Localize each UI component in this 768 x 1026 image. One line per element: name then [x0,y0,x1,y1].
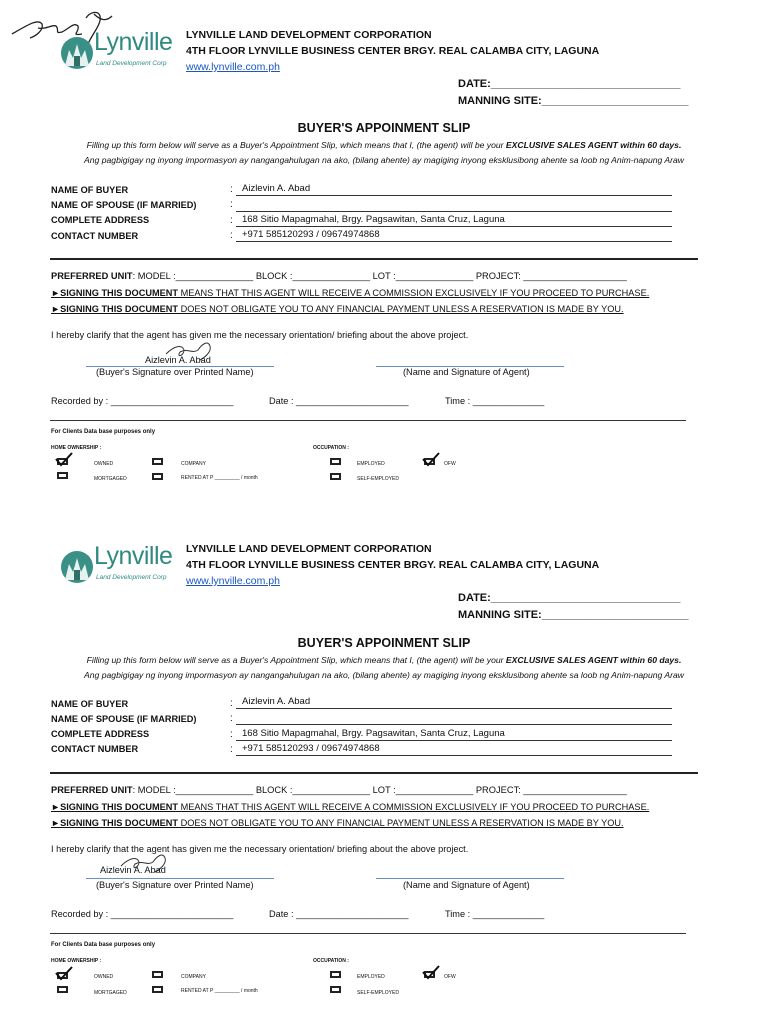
self-employed-option-label: SELF-EMPLOYED [357,476,399,482]
self-employed-option-label: SELF-EMPLOYED [357,990,399,996]
clarification-statement: I hereby clarify that the agent has given me the necessary orientation/ briefing about the above project. [51,844,469,854]
corp-address: 4TH FLOOR LYNVILLE BUSINESS CENTER BRGY. REAL CALAMBA CITY, LAGUNA [186,559,600,571]
owned-option-label: OWNED [94,974,114,980]
rented-checkbox[interactable] [152,473,163,480]
logo-wordmark: Lynville [94,542,173,570]
preferred-unit-row: PREFERRED UNIT: MODEL :_______________ BLOCK :_______________ LOT :_______________ PROJECT: ____________________ [51,271,627,281]
agent-signature-caption: (Name and Signature of Agent) [403,880,530,890]
mortgaged-checkbox[interactable] [57,986,68,993]
buyer-signature-caption: (Buyer's Signature over Printed Name) [96,880,254,890]
company-checkbox[interactable] [152,971,163,978]
employed-option-label: EMPLOYED [357,974,385,980]
corp-name: LYNVILLE LAND DEVELOPMENT CORPORATION [186,29,432,41]
manning-site-label: MANNING SITE:________________________ [458,95,689,107]
database-note: For Clients Data base purposes only [51,429,156,435]
company-logo [60,18,180,74]
appointment-slip-2: Lynville Land Development Corp LYNVILLE LAND DEVELOPMENT CORPORATION 4TH FLOOR LYNVILLE BUSINESS CENTER BRGY. REAL CALAMBA CITY, LAGUNA www.lynville.com.ph DATE:_______________________________ MANNING SITE:________________________ BUYER'S APPOINMENT SLIP Filling up this form below will serve as a Buyer's Appointment Slip, which means that I, (the agent) will be your EXCLUSIVE SALES AGENT within 60 days. Ang pagbigigay ng inyong impormasyon ay nangangahulugan na ako, (bilang ahente) ay magiging inyong eksklusibong ahente sa loob ng Anim-napung Araw NAME OF BUYER : Aizlevin A. Abad NAME OF SPOUSE (IF MARRIED) : COMPLETE ADDRESS : 168 Sitio Mapagmahal, Brgy. Pagsawitan, Santa Cruz, Laguna CONTACT NUMBER : +971 585120293 / 09674974868 PREFERRED UNIT: MODEL :_______________ BLOCK :_______________ LOT :_______________ PROJECT: ____________________ ►SIGNING THIS DOCUMENT MEANS THAT THIS AGENT WILL RECEIVE A COMMISSION EXCLUSIVELY IF YOU PROCEED TO PURCHASE. ►SIGNING THIS DOCUMENT DOES NOT OBLIGATE YOU TO ANY FINANCIAL PAYMENT UNLESS A RESERVATION IS MADE BY YOU. I hereby clarify that the agent has given me the necessary orientation/ briefing about the above project. Aizlevin A. Abad (Buyer's Signature over Printed Name) (Name and Signature of Agent) Recorded by : ________________________ Date : ______________________ Time : ______________ For Clients Data base purposes only HOME OWNERSHIP : OCCUPATION : OWNED MORTGAGED COMPANY RENTED AT P _________ / month EMPLOYED SELF-EMPLOYED OFW [0,514,768,1026]
home-ownership-label: HOME OWNERSHIP : [51,445,102,451]
intro-english: Filling up this form below will serve as a Buyer's Appointment Slip, which means that I, (the agent) will be your EXCLUSIVE SALES AGENT within 60 days. [86,655,682,665]
occupation-label: OCCUPATION : [313,958,349,964]
section-divider [50,258,698,260]
address-field[interactable]: 168 Sitio Mapagmahal, Brgy. Pagsawitan, Santa Cruz, Laguna [236,728,672,741]
intro-tagalog: Ang pagbigigay ng inyong impormasyon ay nangangahulugan na ako, (bilang ahente) ay magiging inyong eksklusibong ahente sa loob ng Anim-napung Araw [84,670,684,680]
check-mark-icon [54,452,74,468]
notice-commission: ►SIGNING THIS DOCUMENT MEANS THAT THIS AGENT WILL RECEIVE A COMMISSION EXCLUSIVELY IF YOU PROCEED TO PURCHASE. [51,802,650,812]
spouse-name-label: NAME OF SPOUSE (IF MARRIED) [51,714,197,724]
ofw-option-label: OFW [444,974,456,980]
occupation-label: OCCUPATION : [313,445,349,451]
check-mark-icon [54,966,74,982]
date-label: DATE:_______________________________ [458,78,681,90]
logo-subtitle: Land Development Corp [96,60,167,67]
appointment-slip-1: Lynville Land Development Corp LYNVILLE LAND DEVELOPMENT CORPORATION 4TH FLOOR LYNVILLE BUSINESS CENTER BRGY. REAL CALAMBA CITY, LAGUNA www.lynville.com.ph DATE:_______________________________ MANNING SITE:________________________ BUYER'S APPOINMENT SLIP Filling up this form below will serve as a Buyer's Appointment Slip, which means that I, (the agent) will be your EXCLUSIVE SALES AGENT within 60 days. Ang pagbigigay ng inyong impormasyon ay nangangahulugan na ako, (bilang ahente) ay magiging inyong eksklusibong ahente sa loob ng Anim-napung Araw NAME OF BUYER : Aizlevin A. Abad NAME OF SPOUSE (IF MARRIED) : COMPLETE ADDRESS : 168 Sitio Mapagmahal, Brgy. Pagsawitan, Santa Cruz, Laguna CONTACT NUMBER : +971 585120293 / 09674974868 PREFERRED UNIT: MODEL :_______________ BLOCK :_______________ LOT :_______________ PROJECT: ____________________ ►SIGNING THIS DOCUMENT MEANS THAT THIS AGENT WILL RECEIVE A COMMISSION EXCLUSIVELY IF YOU PROCEED TO PURCHASE. ►SIGNING THIS DOCUMENT DOES NOT OBLIGATE YOU TO ANY FINANCIAL PAYMENT UNLESS A RESERVATION IS MADE BY YOU. I hereby clarify that the agent has given me the necessary orientation/ briefing about the above project. Aizlevin A. Abad (Buyer's Signature over Printed Name) (Name and Signature of Agent) Recorded by : ________________________ Date : ______________________ Time : ______________ For Clients Data base purposes only HOME OWNERSHIP : OCCUPATION : OWNED MORTGAGED COMPANY RENTED AT P _________ / month EMPLOYED SELF-EMPLOYED OFW [0,0,768,512]
intro-tagalog: Ang pagbigigay ng inyong impormasyon ay nangangahulugan na ako, (bilang ahente) ay magiging inyong eksklusibong ahente sa loob ng Anim-napung Araw [84,155,684,165]
logo-wordmark: Lynville [94,28,173,56]
owned-option-label: OWNED [94,461,114,467]
buyer-printed-name: Aizlevin A. Abad [145,355,211,365]
company-logo [60,532,180,588]
time-field[interactable]: Time : ______________ [445,909,545,919]
buyer-signature-caption: (Buyer's Signature over Printed Name) [96,367,254,377]
mortgaged-checkbox[interactable] [57,472,68,479]
time-field[interactable]: Time : ______________ [445,396,545,406]
mortgaged-option-label: MORTGAGED [94,990,127,996]
rented-checkbox[interactable] [152,986,163,993]
recorded-by-field[interactable]: Recorded by : ________________________ [51,396,234,406]
buyer-printed-name: Aizlevin A. Abad [100,865,166,875]
company-option-label: COMPANY [181,461,206,467]
buyer-name-label: NAME OF BUYER [51,185,129,195]
intro-english: Filling up this form below will serve as a Buyer's Appointment Slip, which means that I, (the agent) will be your EXCLUSIVE SALES AGENT within 60 days. [86,140,682,150]
date-label: DATE:_______________________________ [458,592,681,604]
employed-checkbox[interactable] [330,971,341,978]
website-link[interactable]: www.lynville.com.ph [186,61,280,73]
check-mark-icon [421,452,441,468]
spouse-name-field[interactable] [236,199,672,212]
buyer-signature-line[interactable] [86,878,274,879]
preferred-unit-row: PREFERRED UNIT: MODEL :_______________ BLOCK :_______________ LOT :_______________ PROJECT: ____________________ [51,785,627,795]
thin-divider [50,933,686,934]
company-checkbox[interactable] [152,458,163,465]
address-label: COMPLETE ADDRESS [51,729,150,739]
thin-divider [50,420,686,421]
buyer-name-field[interactable]: Aizlevin A. Abad [236,183,672,196]
rented-option-label: RENTED AT P _________ / month [181,988,258,994]
spouse-name-label: NAME OF SPOUSE (IF MARRIED) [51,200,197,210]
corp-name: LYNVILLE LAND DEVELOPMENT CORPORATION [186,543,432,555]
manning-site-label: MANNING SITE:________________________ [458,609,689,621]
self-employed-checkbox[interactable] [330,986,341,993]
logo-emblem-icon [60,546,94,584]
section-divider [50,772,698,774]
database-note: For Clients Data base purposes only [51,942,156,948]
notice-no-obligation: ►SIGNING THIS DOCUMENT DOES NOT OBLIGATE YOU TO ANY FINANCIAL PAYMENT UNLESS A RESERVATION IS MADE BY YOU. [51,304,624,314]
form-title: BUYER'S APPOINMENT SLIP [297,121,471,135]
notice-no-obligation: ►SIGNING THIS DOCUMENT DOES NOT OBLIGATE YOU TO ANY FINANCIAL PAYMENT UNLESS A RESERVATION IS MADE BY YOU. [51,818,624,828]
self-employed-checkbox[interactable] [330,473,341,480]
home-ownership-label: HOME OWNERSHIP : [51,958,102,964]
date-field[interactable]: Date : ______________________ [269,396,409,406]
form-title: BUYER'S APPOINMENT SLIP [297,636,471,650]
contact-field[interactable]: +971 585120293 / 09674974868 [236,229,672,242]
logo-emblem-icon [60,32,94,70]
agent-signature-caption: (Name and Signature of Agent) [403,367,530,377]
company-option-label: COMPANY [181,974,206,980]
address-field[interactable]: 168 Sitio Mapagmahal, Brgy. Pagsawitan, Santa Cruz, Laguna [236,214,672,227]
website-link[interactable]: www.lynville.com.ph [186,575,280,587]
address-label: COMPLETE ADDRESS [51,215,150,225]
mortgaged-option-label: MORTGAGED [94,476,127,482]
recorded-by-field[interactable]: Recorded by : ________________________ [51,909,234,919]
agent-signature-line[interactable] [376,878,564,879]
buyer-name-label: NAME OF BUYER [51,699,129,709]
logo-subtitle: Land Development Corp [96,574,167,581]
date-field[interactable]: Date : ______________________ [269,909,409,919]
spouse-name-field[interactable] [236,712,672,725]
ofw-option-label: OFW [444,461,456,467]
check-mark-icon [421,965,441,981]
contact-label: CONTACT NUMBER [51,231,139,241]
contact-label: CONTACT NUMBER [51,744,139,754]
corp-address: 4TH FLOOR LYNVILLE BUSINESS CENTER BRGY. REAL CALAMBA CITY, LAGUNA [186,45,600,57]
employed-checkbox[interactable] [330,458,341,465]
rented-option-label: RENTED AT P _________ / month [181,475,258,481]
clarification-statement: I hereby clarify that the agent has given me the necessary orientation/ briefing about the above project. [51,330,469,340]
notice-commission: ►SIGNING THIS DOCUMENT MEANS THAT THIS AGENT WILL RECEIVE A COMMISSION EXCLUSIVELY IF YOU PROCEED TO PURCHASE. [51,288,650,298]
employed-option-label: EMPLOYED [357,461,385,467]
contact-field[interactable]: +971 585120293 / 09674974868 [236,743,672,756]
buyer-name-field[interactable]: Aizlevin A. Abad [236,696,672,709]
